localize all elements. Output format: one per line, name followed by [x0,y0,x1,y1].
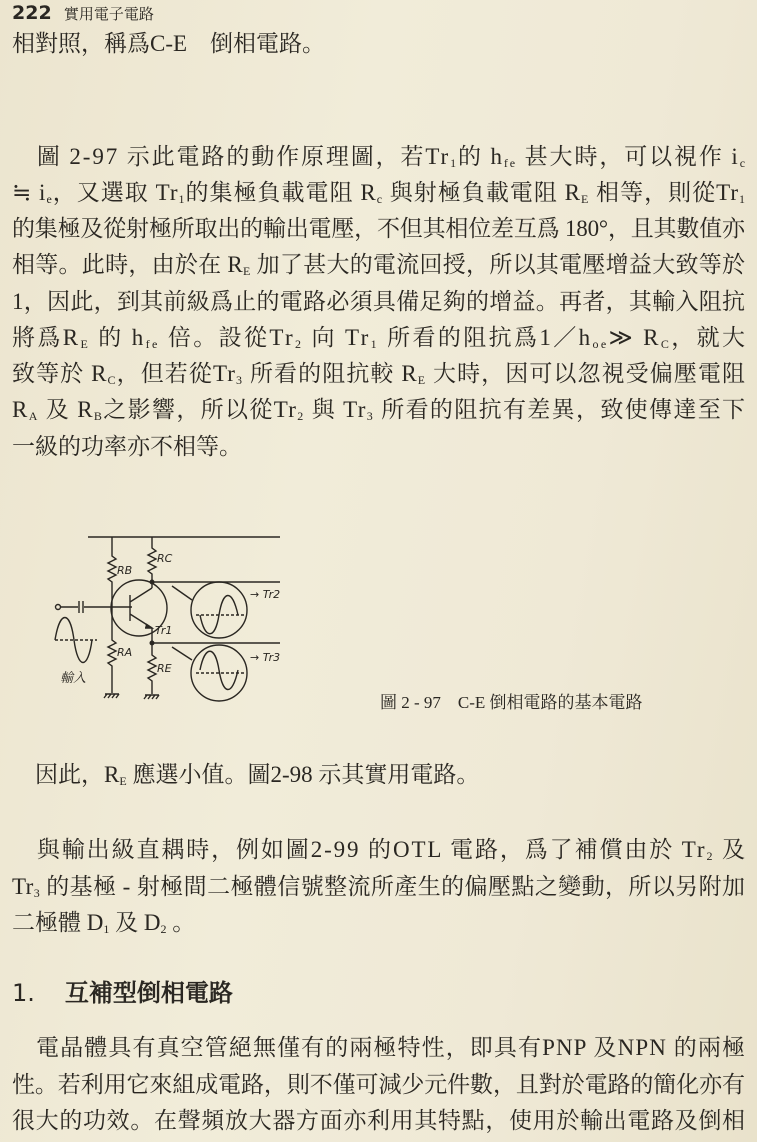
text-line [12,359,746,389]
text-segment: 將爲R [12,325,81,350]
text-segment: 與輸出級直耦時，例如圖2-99 的OTL 電路，爲了補償由於 Tr [12,837,707,862]
text-segment: 倍。設從Tr [159,325,296,350]
text-segment: 加了甚大的電流回授，所以其電壓增益大致等於 [250,252,746,277]
text-line [12,395,746,425]
text-line [12,1033,746,1063]
text-segment: 應選小值。圖2-98 示其實用電路。 [126,762,480,787]
subscript: 2 [706,849,715,863]
subscript: E [417,373,427,387]
text-line [12,178,746,208]
text-segment: 與 Tr [304,397,367,422]
text-segment: ≫ R [608,325,661,350]
subscript: A [28,409,39,423]
subscript: fe [145,337,160,351]
text-segment: Tr [12,874,34,899]
subscript: 2 [160,922,167,936]
text-segment: 與射極負載電阻 R [383,180,581,205]
text-segment: ≒ i [12,180,47,205]
subscript: B [93,409,104,423]
text-line [12,760,479,790]
subscript: E [119,774,127,788]
subscript: 2 [297,409,305,423]
text-line [12,835,747,865]
text-segment: ，就大 [671,325,748,350]
text-line [12,1070,745,1100]
text-segment: 1，因此，到其前級爲止的電路必須具備足夠的增益。再者，其輸入阻抗 [12,289,746,314]
subscript: C [660,337,672,351]
text-segment: ，又選取 Tr [52,180,179,205]
subscript: c [739,156,747,170]
input-terminal [56,605,61,610]
text-segment: 甚大時，可以視作 i [517,144,740,169]
section-number: 1. [12,979,35,1007]
subscript: fe [503,156,518,170]
text-line [12,1106,746,1136]
text-segment: 致等於 R [12,361,108,386]
text-segment: 相等。此時，由於在 R [12,252,244,277]
text-segment: 相等，則從Tr [589,180,740,205]
label-rc: RC [157,552,173,565]
label-rb: RB [117,564,133,577]
subscript: 1 [103,922,110,936]
subscript: 1 [370,337,380,351]
ground-right [144,695,159,699]
text-segment: 二極體 D [12,910,104,935]
text-segment: 的集極負載電阻 R [185,180,377,205]
subscript: 1 [739,192,747,206]
subscript: oe [592,337,609,351]
text-segment: 。 [166,910,196,935]
subscript: C [107,373,117,387]
text-line [12,214,745,244]
text-segment: 及 R [38,397,94,422]
book-title: 實用電子電路 [63,5,154,23]
emitter-arrow-icon [145,624,152,628]
text-line [12,872,745,902]
label-ra: RA [117,646,133,659]
text-segment: ，但若從Tr [116,361,237,386]
text-segment: 及 D [109,910,161,935]
text-segment: 所看的阻抗有差異，致使傳達至下 [374,397,747,422]
text-line [12,323,747,353]
text-segment: 性。若利用它來組成電路，則不僅可減少元件數，且對於電路的簡化亦有 [12,1072,745,1097]
text-segment: 圖 2-97 示此電路的動作原理圖，若Tr [12,144,451,169]
text-segment: 之影響，所以從Tr [103,397,298,422]
subscript: E [580,192,590,206]
text-line [12,250,745,280]
subscript: 3 [366,409,375,423]
text-line [12,142,747,172]
label-re: RE [157,662,172,675]
subscript: 1 [178,192,186,206]
scope-collector [191,582,247,638]
subscript: c [376,192,384,206]
text-segment: 所看的阻抗較 R [243,361,418,386]
label-tr2: → Tr2 [250,588,280,601]
running-header [12,2,154,24]
text-segment: 向 Tr [303,325,371,350]
text-segment: 的 h [90,325,146,350]
text-segment: 相對照，稱爲C-E 倒相電路。 [12,31,326,56]
text-segment: 很大的功效。在聲頻放大器方面亦利用其特點，使用於輸出電路及倒相 [12,1108,746,1133]
resistor-re [148,628,156,694]
label-tr1: Tr1 [155,624,173,637]
text-segment: 因此，R [12,762,120,787]
page-number: 222 [12,2,52,24]
text-segment: 大時，因可以忽視受偏壓電阻 [426,361,747,386]
figure-caption: 圖 2 - 97 C-E 倒相電路的基本電路 [380,693,643,712]
label-tr3: → Tr3 [250,651,280,664]
section-title: 互補型倒相電路 [64,979,233,1007]
capacitor [61,601,132,613]
text-line [12,29,325,59]
text-line [12,287,745,317]
circuit-diagram [40,520,280,720]
subscript: 3 [236,373,244,387]
text-line [12,432,242,462]
subscript: E [80,337,91,351]
text-segment: 一級的功率亦不相等。 [12,434,242,459]
section-heading [12,973,233,1008]
text-segment: 的 h [458,144,504,169]
text-segment: 及 [714,837,747,862]
text-line [12,908,195,938]
text-segment: 所看的阻抗爲1／h [379,325,593,350]
ground-left [104,694,119,698]
text-segment: 的基極 - 射極間二極體信號整流所產生的偏壓點之變動，所以另附加 [40,874,746,899]
text-segment: 的集極及從射極所取出的輸出電壓，不但其相位差互爲 180°，且其數值亦 [12,216,745,241]
transistor-symbol [130,588,152,628]
text-segment: 電晶體具有真空管絕無僅有的兩極特性，即具有PNP 及NPN 的兩極 [12,1035,747,1060]
subscript: e [46,192,53,206]
subscript: 1 [450,156,458,170]
subscript: 2 [295,337,304,351]
subscript: E [243,264,251,278]
label-input: 輸入 [60,671,87,686]
subscript: 3 [33,886,41,900]
text-segment: R [12,397,29,422]
